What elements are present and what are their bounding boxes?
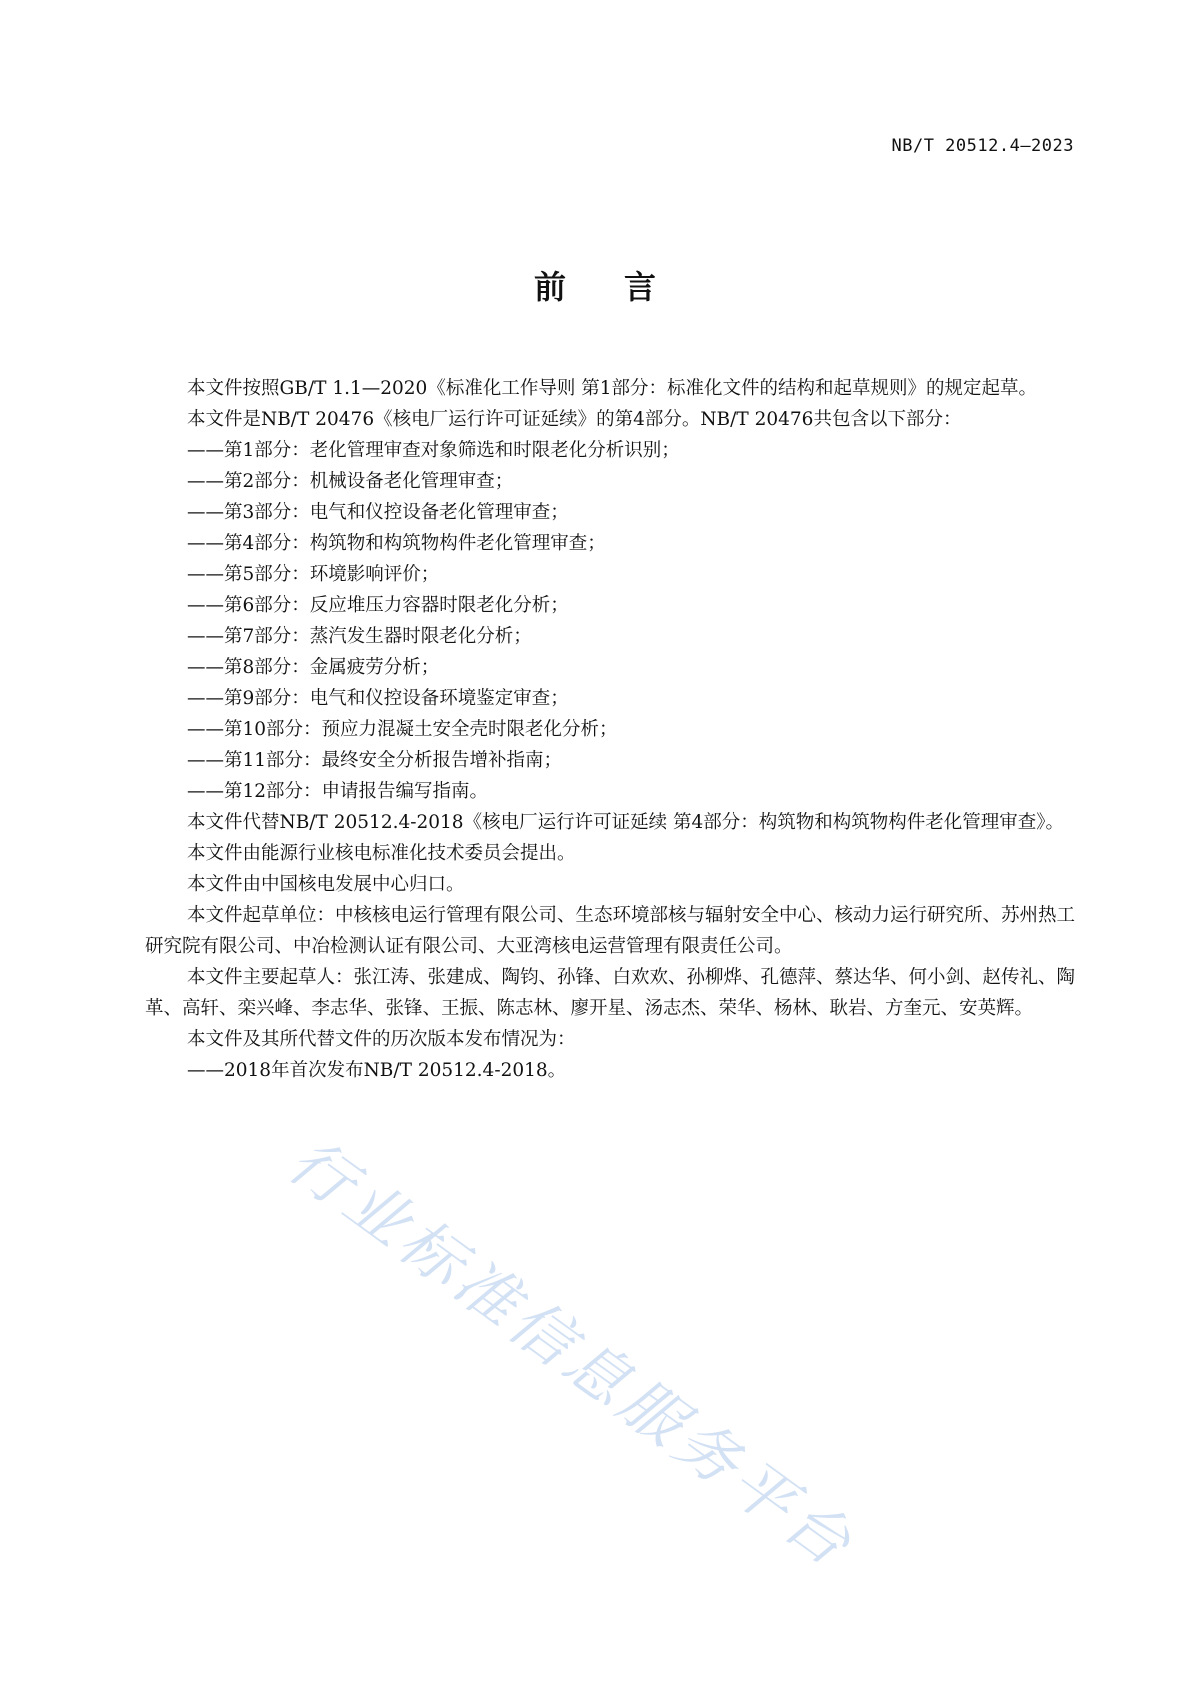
watermark: 行业标准信息服务平台: [275, 1124, 869, 1583]
page-title: 前言: [533, 268, 714, 306]
parts-list: [145, 435, 1075, 807]
list-item: ——第10部分：预应力混凝土安全壳时限老化分析；: [187, 719, 618, 740]
list-item: ——2018年首次发布NB/T 20512.4-2018。: [187, 1060, 567, 1081]
paragraph-series-intro: 本文件是NB/T 20476《核电厂运行许可证延续》的第4部分。NB/T 20476共包含以下部分：: [187, 409, 962, 430]
paragraph-replaces: 本文件代替NB/T 20512.4-2018《核电厂运行许可证延续 第4部分：构筑物和构筑物构件老化管理审查》。: [187, 812, 1064, 833]
paragraph-managed-by: 本文件由中国核电发展中心归口。: [187, 874, 465, 895]
list-item: ——第9部分：电气和仪控设备环境鉴定审查；: [187, 688, 569, 709]
history-list: [145, 1055, 1075, 1086]
list-item: ——第4部分：构筑物和构筑物构件老化管理审查；: [187, 533, 606, 554]
paragraph-proposed-by: 本文件由能源行业核电标准化技术委员会提出。: [187, 843, 576, 864]
list-item: ——第5部分：环境影响评价；: [187, 564, 440, 585]
paragraph-history-intro: 本文件及其所代替文件的历次版本发布情况为：: [187, 1029, 576, 1050]
foreword-body: [145, 373, 1075, 1086]
list-item: ——第8部分：金属疲劳分析；: [187, 657, 440, 678]
list-item: ——第6部分：反应堆压力容器时限老化分析；: [187, 595, 569, 616]
paragraph-drafting-rules: 本文件按照GB/T 1.1—2020《标准化工作导则 第1部分：标准化文件的结构和起草规则》的规定起草。: [187, 378, 1037, 399]
list-item: ——第12部分：申请报告编写指南。: [187, 781, 489, 802]
list-item: ——第3部分：电气和仪控设备老化管理审查；: [187, 502, 569, 523]
list-item: ——第7部分：蒸汽发生器时限老化分析；: [187, 626, 532, 647]
standard-code: NB/T 20512.4—2023: [891, 136, 1074, 156]
list-item: ——第11部分：最终安全分析报告增补指南；: [187, 750, 563, 771]
paragraph-drafting-units: 本文件起草单位：中核核电运行管理有限公司、生态环境部核与辐射安全中心、核动力运行研究所、苏州热工研究院有限公司、中冶检测认证有限公司、大亚湾核电运营管理有限责任公司。: [145, 905, 1076, 957]
list-item: ——第1部分：老化管理审查对象筛选和时限老化分析识别；: [187, 440, 680, 461]
list-item: ——第2部分：机械设备老化管理审查；: [187, 471, 514, 492]
paragraph-drafters: 本文件主要起草人：张江涛、张建成、陶钧、孙锋、白欢欢、孙柳烨、孔德萍、蔡达华、何小剑、赵传礼、陶革、高轩、栾兴峰、李志华、张锋、王振、陈志林、廖开星、汤志杰、荣华、杨林、耿岩、方奎元、安英辉。: [145, 967, 1076, 1019]
